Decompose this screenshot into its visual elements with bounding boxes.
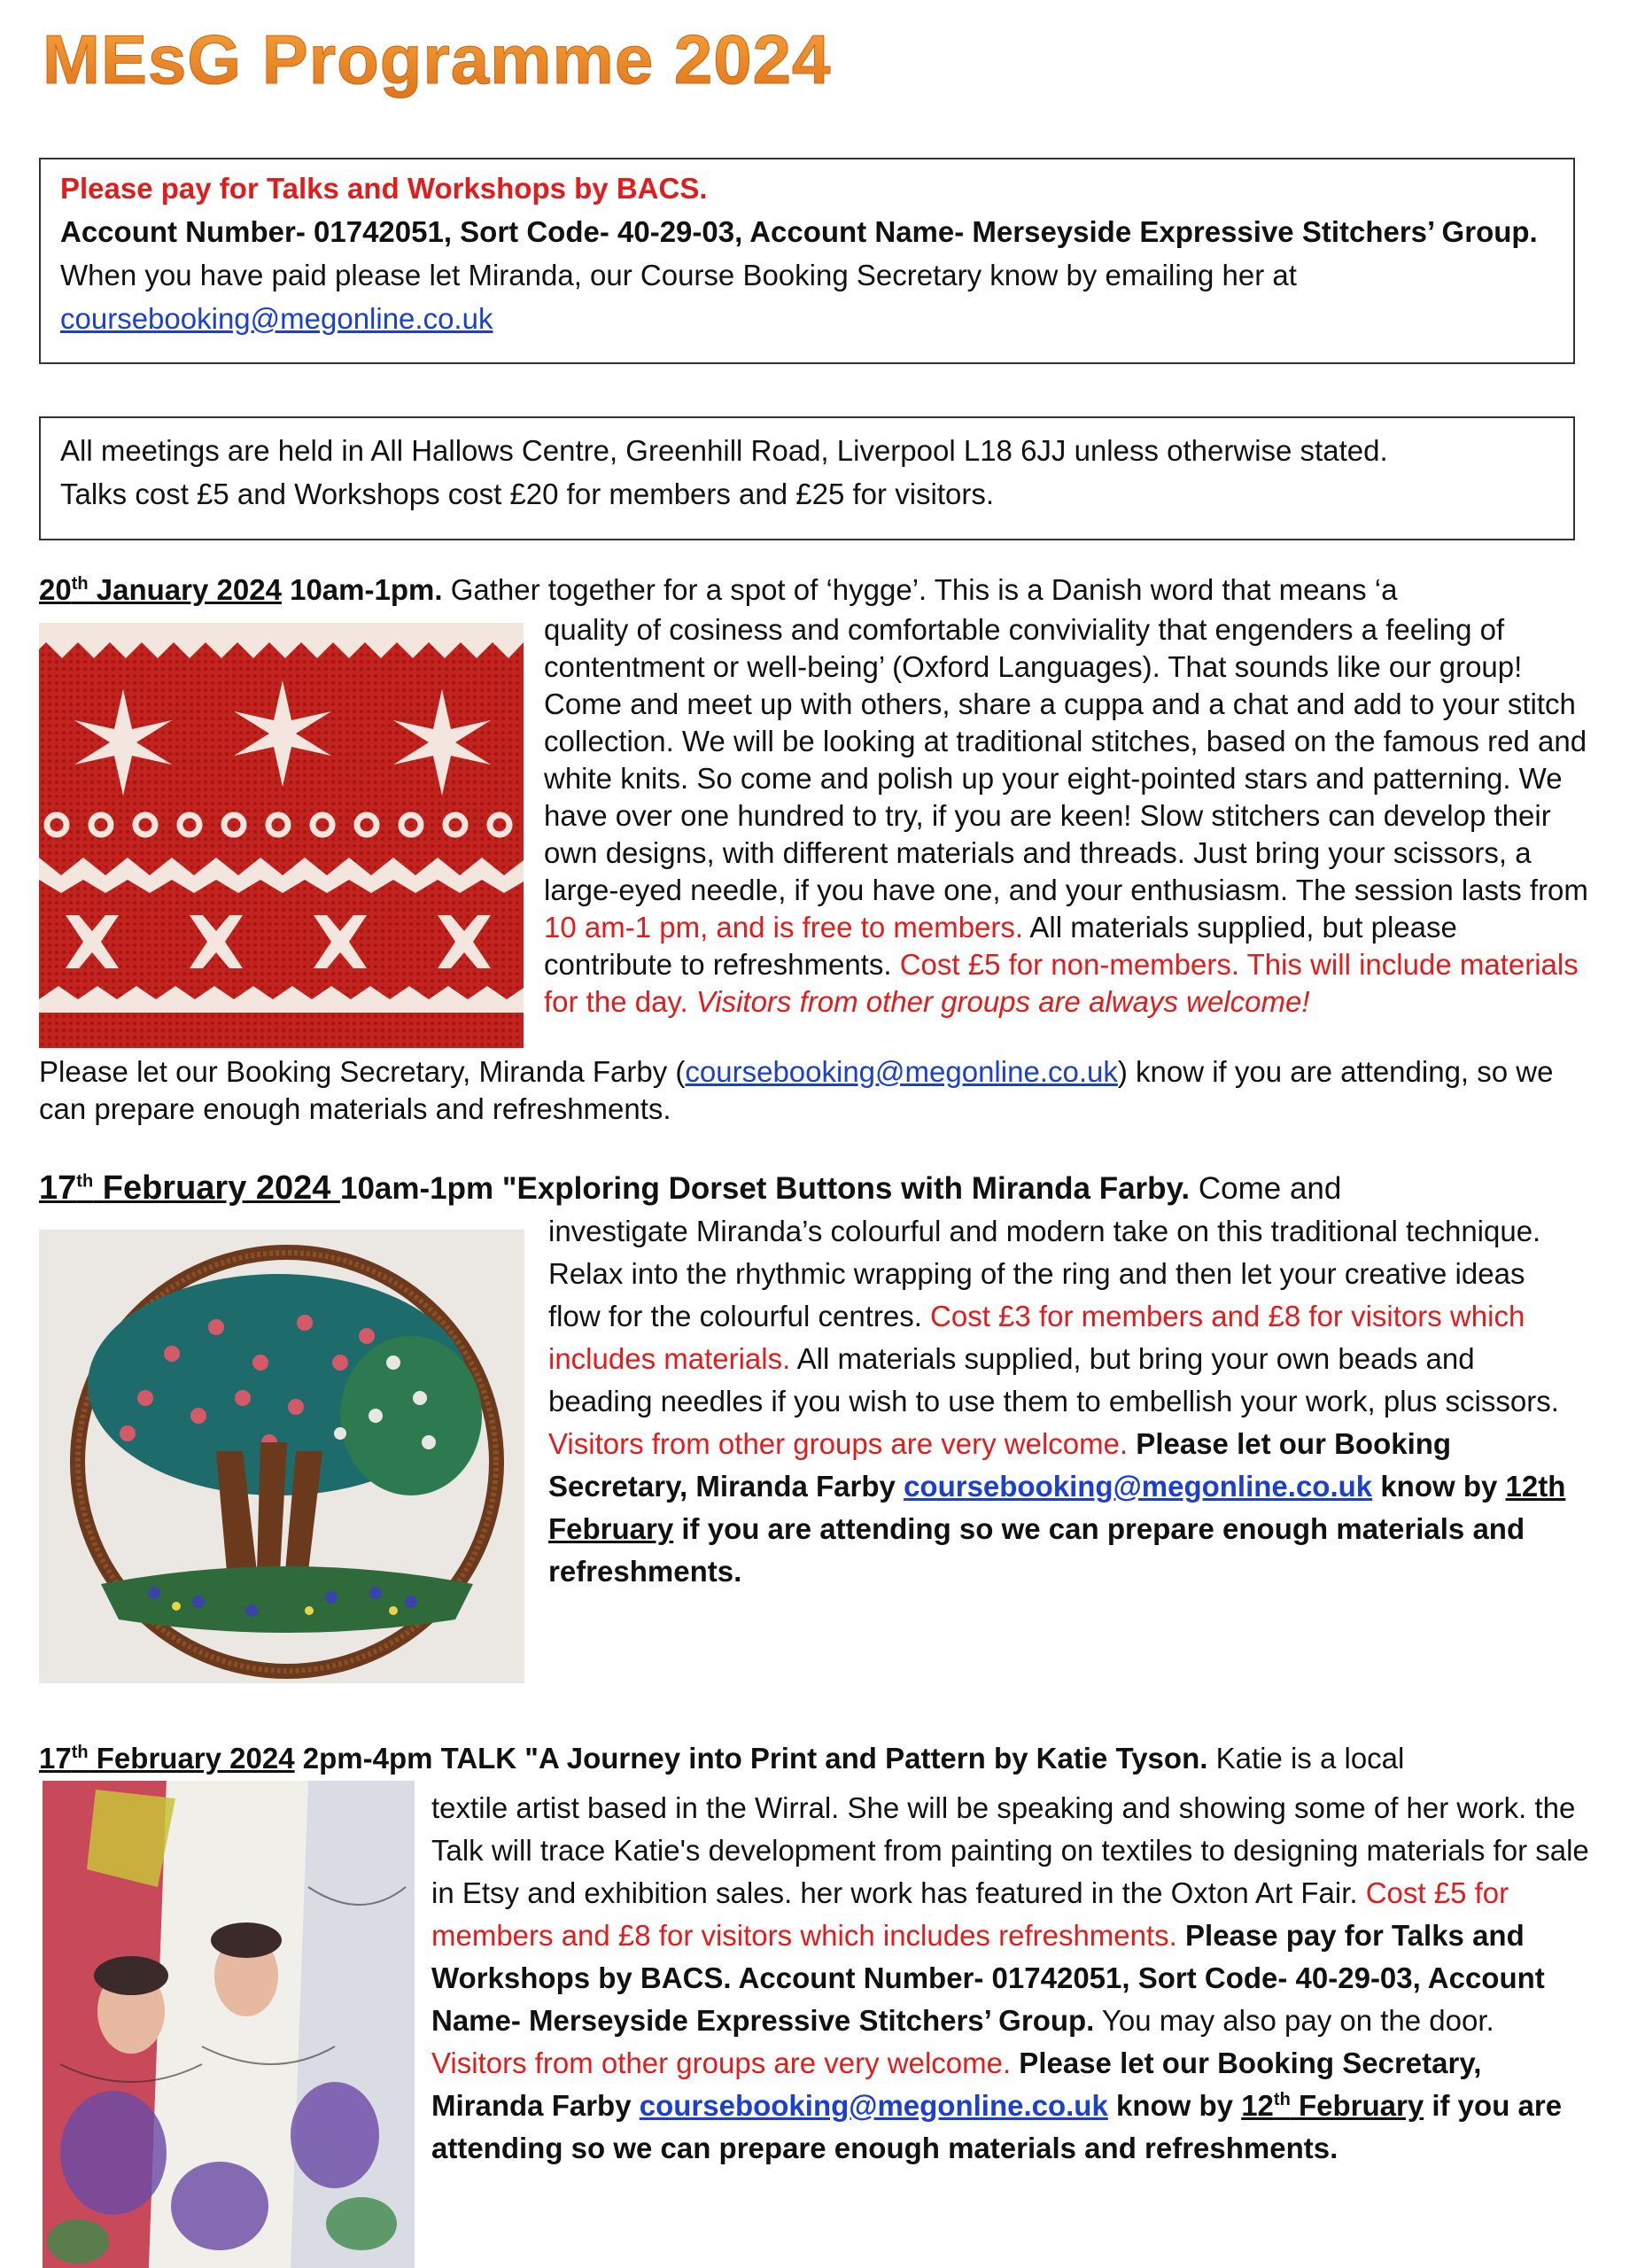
page-title: MEsG Programme 2024: [43, 20, 832, 98]
event1-intro: Gather together for a spot of ‘hygge’. This is a Danish word that means ‘a: [442, 573, 1398, 606]
pricing-line: Talks cost £5 and Workshops cost £20 for members and £25 for visitors.: [60, 478, 995, 510]
event2-image-dorset-button: [39, 1230, 524, 1683]
payment-instructions: When you have paid please let Miranda, our Course Booking Secretary know by emailing her at: [60, 259, 1297, 291]
event3-heading: 17th February 2024 2pm-4pm TALK "A Journey into Print and Pattern by Katie Tyson. Katie is a local: [39, 1742, 1405, 1775]
event2-description: investigate Miranda’s colourful and modern take on this traditional technique. Relax into the rhythmic wrapping of the ring and then let your creative ideas flow for the colourful centres. Cost £3 for members and £8 for visitors which includes materials. All materials supplied, but bring your own beads and beading needles if you wish to use them to embellish your work, plus scissors. Visitors from other groups are very welcome. Please let our Booking Secretary, Miranda Farby coursebooking@megonline.co.uk know by 12th February if you are attending so we can prepare enough materials and refreshments.: [548, 1215, 1566, 1588]
event1-description: quality of cosiness and comfortable conviviality that engenders a feeling of contentment or well-being’ (Oxford Languages). That sounds like our group! Come and meet up with others, share a cuppa and a chat and add to your stitch collection. We will be looking at traditional stitches, based on the famous red and white knits. So come and polish up your eight-pointed stars and patterning. We have over one hundred to try, if you are keen! Slow stitchers can develop their own designs, with different materials and threads. Just bring your scissors, a large-eyed needle, if you have one, and your enthusiasm. The session lasts from 10 am-1 pm, and is free to members. All materials supplied, but please contribute to refreshments. Cost £5 for non-members. This will include materials for the day. Visitors from other groups are always welcome!: [544, 613, 1588, 1018]
payment-details: [60, 210, 1554, 340]
event1-time: 10am-1pm.: [281, 573, 443, 606]
event2-cost-note: Cost £3 for members and £8 for visitors which includes materials.: [548, 1300, 1525, 1375]
event2-deadline: 12th February: [548, 1470, 1566, 1545]
event3-title: 2pm-4pm TALK "A Journey into Print and Pattern by Katie Tyson.: [294, 1742, 1208, 1775]
event2-visitors-note: Visitors from other groups are very welcome.: [548, 1427, 1129, 1460]
event1-date: 20th January 2024: [39, 573, 282, 606]
event3-visitors-note: Visitors from other groups are very welcome.: [431, 2047, 1012, 2079]
account-details: Account Number- 01742051, Sort Code- 40-29-03, Account Name- Merseyside Expressive Stitchers’ Group.: [60, 215, 1538, 248]
event3-date: 17th February 2024: [39, 1742, 295, 1775]
venue-line: All meetings are held in All Hallows Centre, Greenhill Road, Liverpool L18 6JJ unless otherwise stated.: [60, 434, 1388, 467]
event1-cost-note: Cost £5 for non-members. This will include materials for the day.: [544, 948, 1579, 1018]
event3-image-print-fabric: [43, 1781, 415, 2268]
event1-email-link[interactable]: coursebooking@megonline.co.uk: [685, 1055, 1118, 1088]
event1-visitors-note: Visitors from other groups are always welcome!: [695, 985, 1310, 1018]
booking-email-link[interactable]: coursebooking@megonline.co.uk: [60, 302, 493, 335]
event3-cost-note: Cost £5 for members and £8 for visitors which includes refreshments.: [431, 1876, 1509, 1952]
event2-email-link[interactable]: coursebooking@megonline.co.uk: [904, 1470, 1373, 1503]
event1-heading: [39, 571, 1598, 609]
venue-info-box: [39, 416, 1575, 540]
event2-title: 10am-1pm "Exploring Dorset Buttons with Miranda Farby.: [340, 1171, 1191, 1206]
payment-heading: Please pay for Talks and Workshops by BACS.: [60, 172, 708, 205]
event2-date: 17th February 2024: [39, 1169, 340, 1207]
event3-payment-details: Please pay for Talks and Workshops by BACS. Account Number- 01742051, Sort Code- 40-29-03, Account Name- Merseyside Expressive Stitchers’ Group.: [431, 1919, 1545, 2037]
event3-description: textile artist based in the Wirral. She will be speaking and showing some of her work. the Talk will trace Katie's development from painting on textiles to designing materials for sale in Etsy and exhibition sales. her work has featured in the Oxton Art Fair. Cost £5 for members and £8 for visitors which includes refreshments. Please pay for Talks and Workshops by BACS. Account Number- 01742051, Sort Code- 40-29-03, Account Name- Merseyside Expressive Stitchers’ Group. You may also pay on the door. Visitors from other groups are very welcome. Please let our Booking Secretary, Miranda Farby coursebooking@megonline.co.uk know by 12th February if you are attending so we can prepare enough materials and refreshments.: [431, 1791, 1589, 2164]
event3-deadline: 12th February: [1241, 2089, 1424, 2122]
event3-email-link[interactable]: coursebooking@megonline.co.uk: [639, 2089, 1108, 2122]
event1-image-nordic-knit: [39, 623, 524, 1048]
event1-booking-note: Please let our Booking Secretary, Miranda Farby (coursebooking@megonline.co.uk) know if you are attending, so we can prepare enough materials and refreshments.: [39, 1055, 1554, 1125]
payment-info-box: [39, 158, 1575, 364]
event2-heading: 17th February 2024 10am-1pm "Exploring Dorset Buttons with Miranda Farby. Come and: [39, 1169, 1342, 1207]
event1-free-note: 10 am-1 pm, and is free to members.: [544, 911, 1024, 944]
